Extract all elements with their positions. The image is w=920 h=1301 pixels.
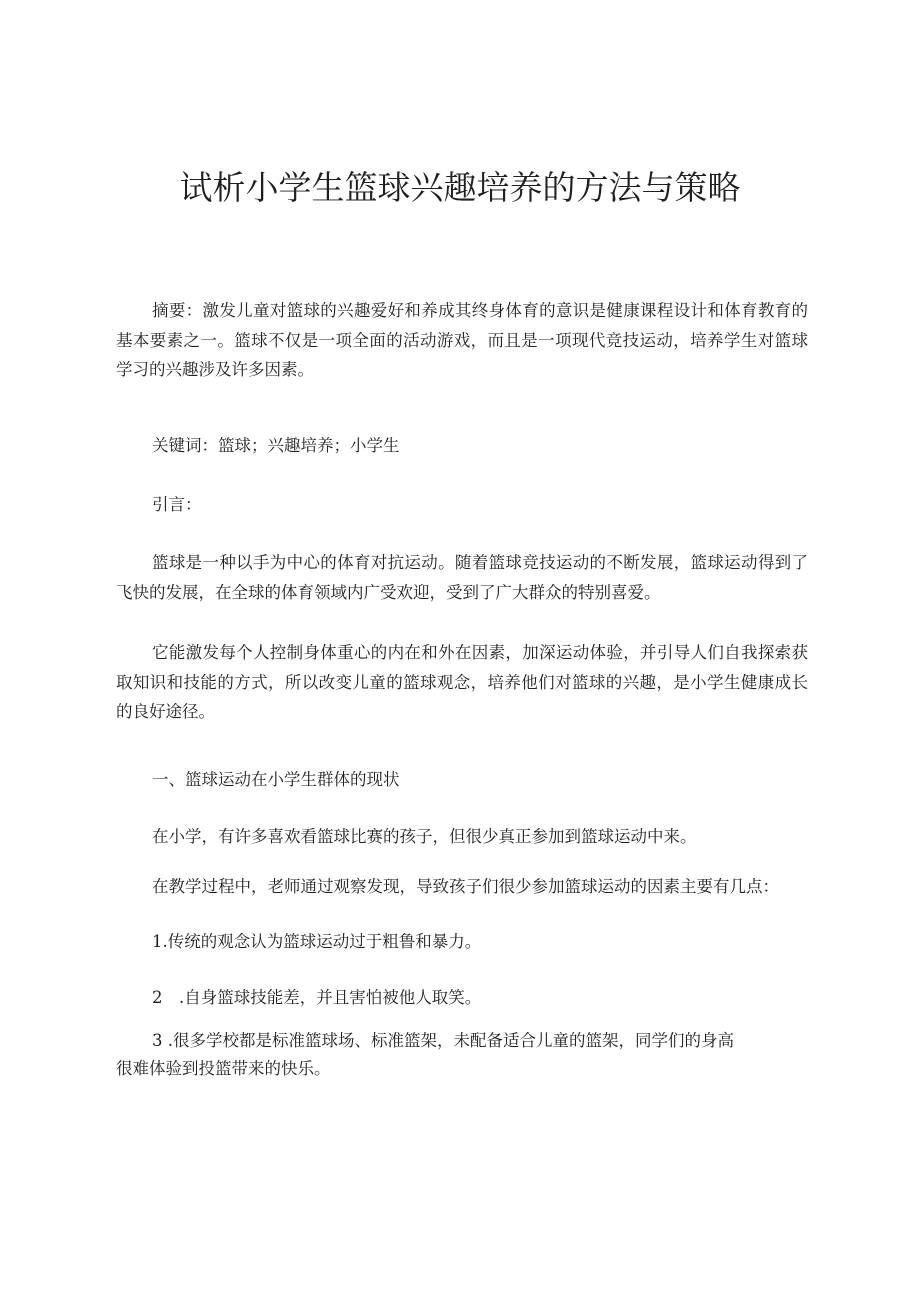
keywords-line: 关键词：篮球；兴趣培养；小学生 xyxy=(152,436,400,455)
list-item-2: 2 .自身篮球技能差，并且害怕被他人取笑。 xyxy=(152,988,482,1007)
abstract-paragraph: 摘要：激发儿童对篮球的兴趣爱好和养成其终身体育的意识是健康课程设计和体育教育的基本要素之一。篮球不仅是一项全面的活动游戏，而且是一项现代竞技运动，培养学生对篮球学习的兴趣涉及许多因素。 xyxy=(116,301,808,379)
list-item-3-line-2: 很难体验到投篮带来的快乐。 xyxy=(116,1059,331,1078)
document-title: 试析小学生篮球兴趣培养的方法与策略 xyxy=(179,168,741,207)
list-item-3-line-1: 3 .很多学校都是标准篮球场、标准篮架，未配备适合儿童的篮架，同学们的身高 xyxy=(152,1031,734,1050)
section-1-heading: 一、篮球运动在小学生群体的现状 xyxy=(152,770,400,789)
intro-paragraph-1: 篮球是一种以手为中心的体育对抗运动。随着篮球竞技运动的不断发展，篮球运动得到了飞快的发展，在全球的体育领域内广受欢迎，受到了广大群众的特别喜爱。 xyxy=(116,553,808,602)
section-1-paragraph-1: 在小学，有许多喜欢看篮球比赛的孩子，但很少真正参加到篮球运动中来。 xyxy=(152,827,697,846)
intro-paragraph-2: 它能激发每个人控制身体重心的内在和外在因素，加深运动体验，并引导人们自我探索获取知识和技能的方式，所以改变儿童的篮球观念，培养他们对篮球的兴趣，是小学生健康成长的良好途径。 xyxy=(116,643,808,721)
list-item-1: 1.传统的观念认为篮球运动过于粗鲁和暴力。 xyxy=(152,932,482,951)
intro-heading: 引言： xyxy=(152,495,202,514)
section-1-paragraph-2: 在教学过程中，老师通过观察发现，导致孩子们很少参加篮球运动的因素主要有几点： xyxy=(152,877,779,896)
